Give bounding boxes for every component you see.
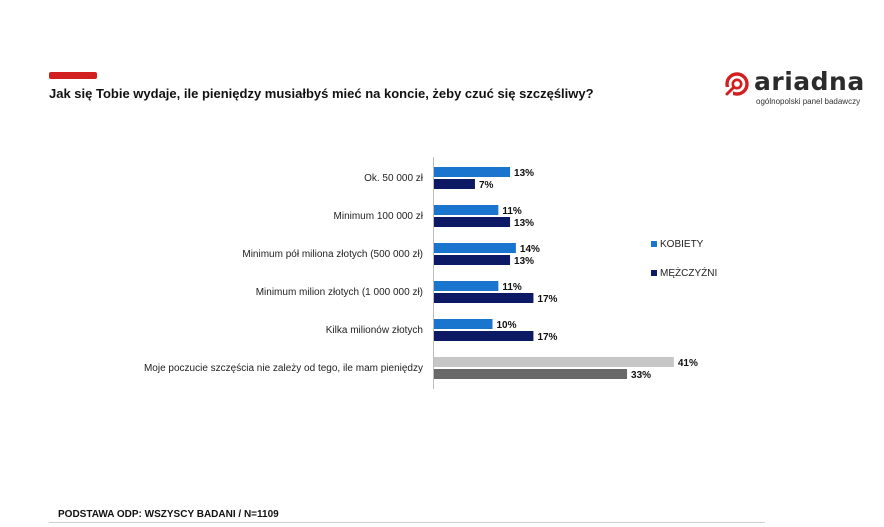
data-label: 17% [537,294,558,305]
bar-kobiety [434,167,510,177]
category-label: Kilka milionów złotych [325,325,423,336]
data-label: 11% [502,206,522,217]
data-label: 33% [631,370,652,381]
bar-kobiety [434,243,516,253]
bar-kobiety [434,357,674,367]
data-label: 41% [677,358,698,369]
bar-mezczyzni [434,369,627,379]
bar-mezczyzni [434,293,533,303]
chart-legend [651,237,717,295]
data-label: 11% [502,282,522,293]
category-label: Moje poczucie szczęścia nie zależy od tego, ile mam pieniędzy [143,363,423,374]
category-label: Minimum pół miliona złotych (500 000 zł) [242,249,423,260]
bar-kobiety [434,319,493,329]
legend-swatch-kobiety [651,241,657,247]
legend-label-kobiety: KOBIETY [660,238,704,250]
bar-mezczyzni [434,217,510,227]
legend-item-mezczyzni [651,266,717,280]
category-label: Ok. 50 000 zł [364,173,423,184]
legend-item-kobiety [651,237,717,251]
bar-kobiety [434,281,498,291]
bar-kobiety [434,205,498,215]
legend-swatch-mezczyzni [651,270,657,276]
bar-mezczyzni [434,331,533,341]
legend-label-mezczyzni: MĘŻCZYŹNI [660,267,718,279]
category-label: Minimum milion złotych (1 000 000 zł) [255,287,423,298]
logo-wordmark: ariadna [754,67,865,96]
data-label: 13% [514,168,535,179]
data-label: 7% [478,180,494,191]
base-note: PODSTAWA ODP: WSZYSCY BADANI / N=1109 [58,509,279,520]
data-label: 10% [496,320,517,331]
bar-mezczyzni [434,179,475,189]
bar-mezczyzni [434,255,510,265]
chart-title: Jak się Tobie wydaje, ile pieniędzy musiałbyś mieć na koncie, żeby czuć się szczęśliwy? [49,86,594,101]
data-label: 14% [519,244,540,255]
logo-tagline: ogólnopolski panel badawczy [756,97,861,106]
footer-divider [49,522,765,523]
data-label: 13% [514,218,535,229]
category-label: Minimum 100 000 zł [333,211,423,222]
data-label: 13% [514,256,535,267]
data-label: 17% [537,332,558,343]
